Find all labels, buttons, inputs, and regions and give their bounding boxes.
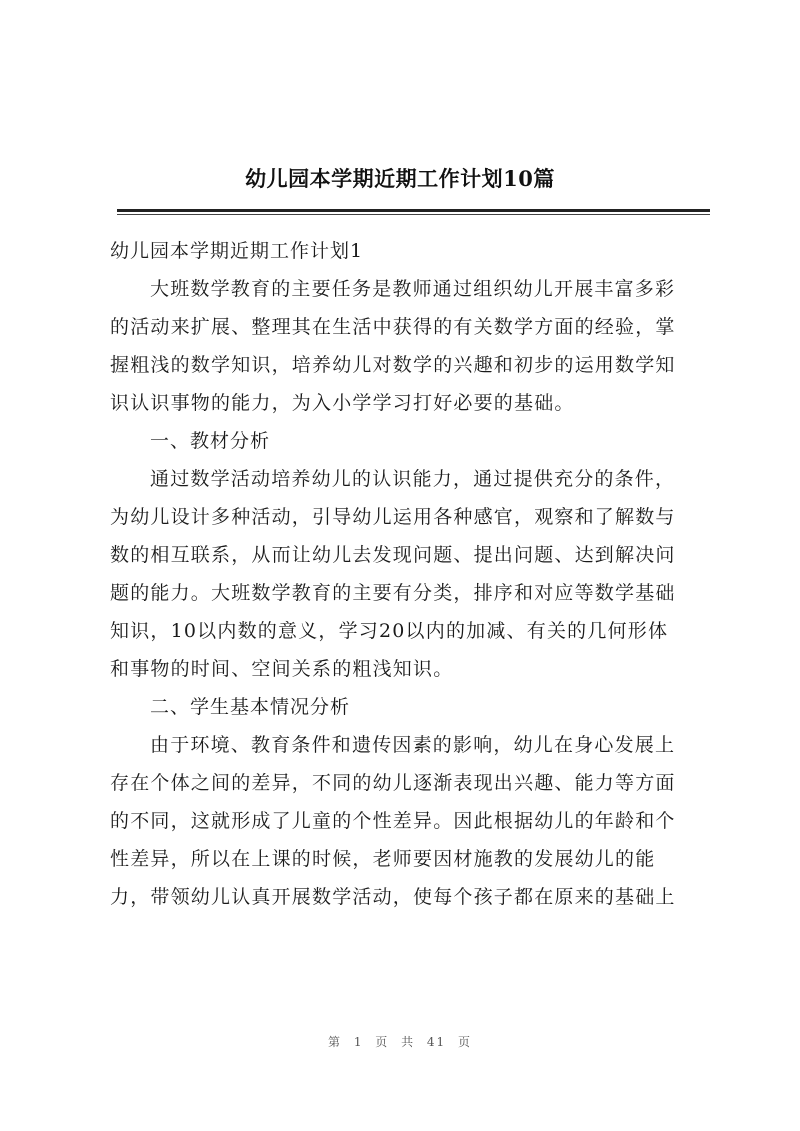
- paragraph-line: 由于环境、教育条件和遗传因素的影响，幼儿在身心发展上: [150, 734, 676, 756]
- section-title: 幼儿园本学期近期工作计划1: [110, 240, 364, 262]
- paragraph-line: 为幼儿设计多种活动，引导幼儿运用各种感官，观察和了解数与: [110, 506, 676, 528]
- paragraph-line: 握粗浅的数学知识，培养幼儿对数学的兴趣和初步的运用数学知: [110, 354, 676, 376]
- paragraph-line: 性差异，所以在上课的时候，老师要因材施教的发展幼儿的能: [110, 848, 656, 870]
- page-number-footer: 第 1 页 共 41 页: [328, 1035, 472, 1049]
- paragraph-line: 存在个体之间的差异，不同的幼儿逐渐表现出兴趣、能力等方面: [110, 772, 676, 794]
- paragraph-materials: [110, 460, 710, 688]
- paragraph-line: 数的相互联系，从而让幼儿去发现问题、提出问题、达到解决问: [110, 544, 676, 566]
- paragraph-line: 题的能力。大班数学教育的主要有分类，排序和对应等数学基础: [110, 582, 676, 604]
- paragraph-line: 力，带领幼儿认真开展数学活动，使每个孩子都在原来的基础上: [110, 886, 676, 908]
- title-divider-thin: [117, 214, 710, 215]
- paragraph-line: 的不同，这就形成了儿童的个性差异。因此根据幼儿的年龄和个: [110, 810, 676, 832]
- paragraph-students: [110, 726, 710, 916]
- heading-student-analysis: 二、学生基本情况分析: [150, 696, 351, 718]
- paragraph-line: 知识，10以内数的意义，学习20以内的加减、有关的几何形体: [110, 620, 669, 642]
- paragraph-intro: [110, 270, 710, 422]
- heading-materials-analysis: 一、教材分析: [150, 430, 271, 452]
- title-divider-thick: [117, 209, 710, 212]
- paragraph-line: 和事物的时间、空间关系的粗浅知识。: [110, 658, 454, 680]
- paragraph-line: 大班数学教育的主要任务是教师通过组织幼儿开展丰富多彩: [150, 278, 676, 300]
- paragraph-line: 识认识事物的能力，为入小学学习打好必要的基础。: [110, 392, 575, 414]
- document-body: [110, 232, 710, 916]
- paragraph-line: 通过数学活动培养幼儿的认识能力，通过提供充分的条件，: [150, 468, 676, 490]
- document-title: 幼儿园本学期近期工作计划10篇: [245, 166, 555, 191]
- paragraph-line: 的活动来扩展、整理其在生活中获得的有关数学方面的经验，掌: [110, 316, 676, 338]
